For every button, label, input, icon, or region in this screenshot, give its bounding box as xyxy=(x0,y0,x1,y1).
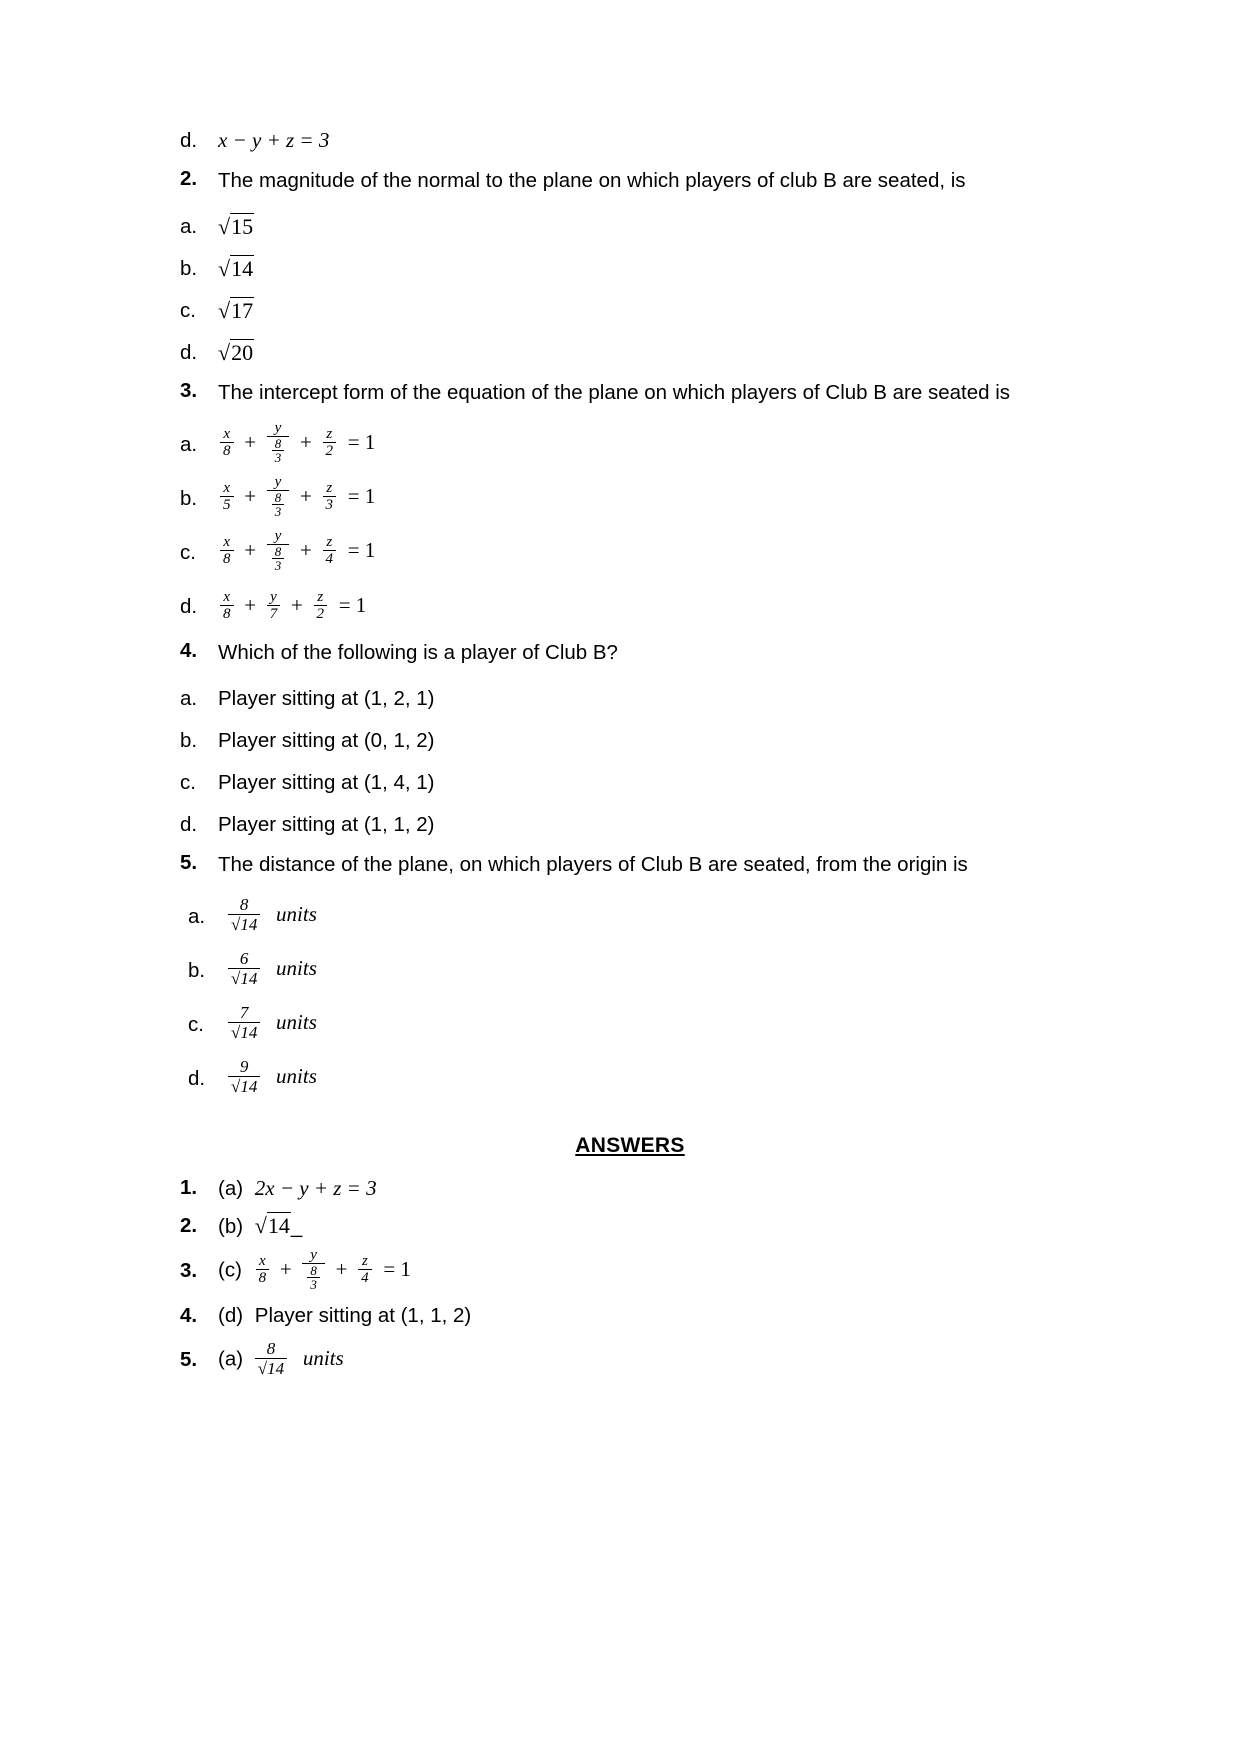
option-value: √20 xyxy=(218,339,254,365)
radicand: 17 xyxy=(231,297,254,323)
option-formula: $\frac{x}{5}$ + $\frac{y}{\frac{8}{3}}$ + $\frac{z}{3}$ = 1 xyxy=(218,476,1080,520)
unit-label: units xyxy=(276,956,317,981)
question-marker: 2. xyxy=(180,167,198,190)
answer-label: (d) xyxy=(218,1304,244,1327)
unit-label: units xyxy=(302,1346,344,1371)
option-formula: $\frac{x}{8}$ + $\frac{y}{\frac{8}{3}}$ + $\frac{z}{2}$ = 1 xyxy=(218,422,1080,466)
numerator: 7 xyxy=(239,1003,249,1022)
equation-rhs: = 1 xyxy=(347,538,376,563)
denominator-x: 8 xyxy=(220,550,234,567)
option-marker: d. xyxy=(180,128,198,152)
option-row[interactable] xyxy=(180,944,1080,996)
numerator: 6 xyxy=(239,949,249,968)
numerator: 9 xyxy=(239,1057,249,1076)
option-formula: $\frac{x}{8}$ + $\frac{y}{7}$ + $\frac{z}{2}$ = 1 xyxy=(218,589,1080,623)
option-marker: c. xyxy=(180,770,196,794)
question-text: Which of the following is a player of Club B? xyxy=(218,641,618,664)
option-marker: c. xyxy=(180,540,196,564)
question-row xyxy=(180,374,1080,412)
option-row[interactable] xyxy=(180,998,1080,1050)
option-formula xyxy=(226,1005,1080,1043)
answer-math: 2x − y + z = 3 xyxy=(254,1175,377,1200)
answer-label: (b) xyxy=(218,1215,244,1238)
option-row[interactable] xyxy=(180,580,1080,632)
option-marker: d. xyxy=(180,594,198,618)
denominator-x: 8 xyxy=(220,442,234,459)
equation-rhs: = 1 xyxy=(338,593,367,618)
option-row[interactable] xyxy=(180,1052,1080,1104)
question-text: The intercept form of the equation of the plane on which players of Club B are seated is xyxy=(218,381,1010,404)
answer-row xyxy=(180,1170,1080,1206)
question-marker: 4. xyxy=(180,639,198,662)
option-text: Player sitting at (1, 1, 2) xyxy=(218,812,435,836)
option-row[interactable] xyxy=(180,678,1080,718)
option-formula xyxy=(226,897,1080,935)
denominator: √14 xyxy=(228,1076,260,1096)
denominator: √14 xyxy=(228,914,260,934)
option-row[interactable] xyxy=(180,332,1080,372)
option-marker: d. xyxy=(180,340,198,364)
option-marker: a. xyxy=(188,904,206,928)
answer-label: (a) xyxy=(218,1176,244,1200)
answers-heading: ANSWERS xyxy=(575,1134,685,1157)
radicand: 15 xyxy=(231,213,254,239)
option-text: Player sitting at (1, 4, 1) xyxy=(218,770,435,794)
option-text: Player sitting at (1, 2, 1) xyxy=(218,686,435,710)
denominator-z: 4 xyxy=(358,1269,372,1286)
denominator-z: 4 xyxy=(323,550,337,567)
option-marker: b. xyxy=(180,486,198,510)
option-marker: c. xyxy=(180,298,196,322)
option-row[interactable] xyxy=(180,120,1080,160)
option-text: Player sitting at (0, 1, 2) xyxy=(218,728,435,752)
option-marker: b. xyxy=(188,958,206,982)
question-marker: 3. xyxy=(180,379,198,402)
option-marker: c. xyxy=(188,1012,204,1036)
answer-row xyxy=(180,1298,1080,1334)
answer-radical: √14 xyxy=(254,1213,290,1238)
answer-marker: 3. xyxy=(180,1259,198,1282)
option-marker: b. xyxy=(180,256,198,280)
unit-label: units xyxy=(276,1010,317,1035)
denominator-z: 2 xyxy=(314,605,328,622)
option-marker: a. xyxy=(180,686,198,710)
answer-body: (c) $\frac{x}{8}$ + $\frac{y}{\frac{8}{3}}$ + $\frac{z}{4}$ = 1 xyxy=(218,1247,411,1292)
radicand: 14 xyxy=(231,255,254,281)
answer-body xyxy=(218,1176,377,1201)
option-row[interactable] xyxy=(180,526,1080,578)
equation-rhs: = 1 xyxy=(347,484,376,509)
option-row[interactable] xyxy=(180,290,1080,330)
equation-rhs: = 1 xyxy=(383,1257,411,1282)
option-row[interactable] xyxy=(180,206,1080,246)
option-formula xyxy=(226,1059,1080,1097)
option-text: x − y + z = 3 xyxy=(218,127,330,152)
denominator: √14 xyxy=(228,1022,260,1042)
option-row[interactable] xyxy=(180,720,1080,760)
option-row[interactable] xyxy=(180,472,1080,524)
radicand: 20 xyxy=(231,339,254,365)
option-row[interactable] xyxy=(180,248,1080,288)
option-row[interactable] xyxy=(180,890,1080,942)
question-row xyxy=(180,846,1080,884)
option-row[interactable] xyxy=(180,418,1080,470)
denominator-z: 2 xyxy=(323,442,337,459)
option-marker: b. xyxy=(180,728,198,752)
answer-label: (a) xyxy=(218,1347,244,1371)
option-marker: d. xyxy=(188,1066,206,1090)
option-row[interactable] xyxy=(180,804,1080,844)
answer-body xyxy=(218,1213,302,1239)
answer-row xyxy=(180,1336,1080,1384)
option-marker: d. xyxy=(180,812,198,836)
equation-rhs: = 1 xyxy=(347,430,376,455)
denominator-x: 8 xyxy=(220,605,234,622)
option-marker: a. xyxy=(180,214,198,238)
option-value: √14 xyxy=(218,255,254,281)
question-text: The magnitude of the normal to the plane on which players of club B are seated, is xyxy=(218,169,966,192)
denominator-x: 5 xyxy=(220,496,234,513)
denominator-y: 7 xyxy=(267,605,281,622)
option-formula: $\frac{x}{8}$ + $\frac{y}{\frac{8}{3}}$ + $\frac{z}{4}$ = 1 xyxy=(218,530,1080,574)
numerator: 8 xyxy=(266,1339,276,1358)
unit-label: units xyxy=(276,902,317,927)
question-marker: 5. xyxy=(180,851,198,874)
document-content xyxy=(180,120,1080,1386)
answer-body xyxy=(218,1304,471,1328)
answer-label: (c) xyxy=(218,1258,242,1282)
answer-marker: 1. xyxy=(180,1176,198,1199)
answer-text: Player sitting at (1, 1, 2) xyxy=(254,1304,472,1327)
option-formula xyxy=(226,951,1080,989)
question-row xyxy=(180,162,1080,200)
denominator: √14 xyxy=(228,968,260,988)
option-value: √15 xyxy=(218,213,254,239)
answer-marker: 5. xyxy=(180,1348,198,1371)
answer-marker: 4. xyxy=(180,1304,198,1327)
denominator-x: 8 xyxy=(256,1269,270,1286)
numerator: 8 xyxy=(239,895,249,914)
answer-trailing: _ xyxy=(290,1215,303,1238)
question-text: The distance of the plane, on which players of Club B are seated, from the origin is xyxy=(218,853,968,876)
option-value: √17 xyxy=(218,297,254,323)
unit-label: units xyxy=(276,1064,317,1089)
answer-row xyxy=(180,1208,1080,1244)
denominator: √14 xyxy=(255,1358,287,1378)
question-row xyxy=(180,634,1080,672)
answer-row xyxy=(180,1246,1080,1296)
option-marker: a. xyxy=(180,432,198,456)
denominator-z: 3 xyxy=(323,496,337,513)
answer-marker: 2. xyxy=(180,1214,198,1237)
answer-body xyxy=(218,1341,344,1379)
option-row[interactable] xyxy=(180,762,1080,802)
